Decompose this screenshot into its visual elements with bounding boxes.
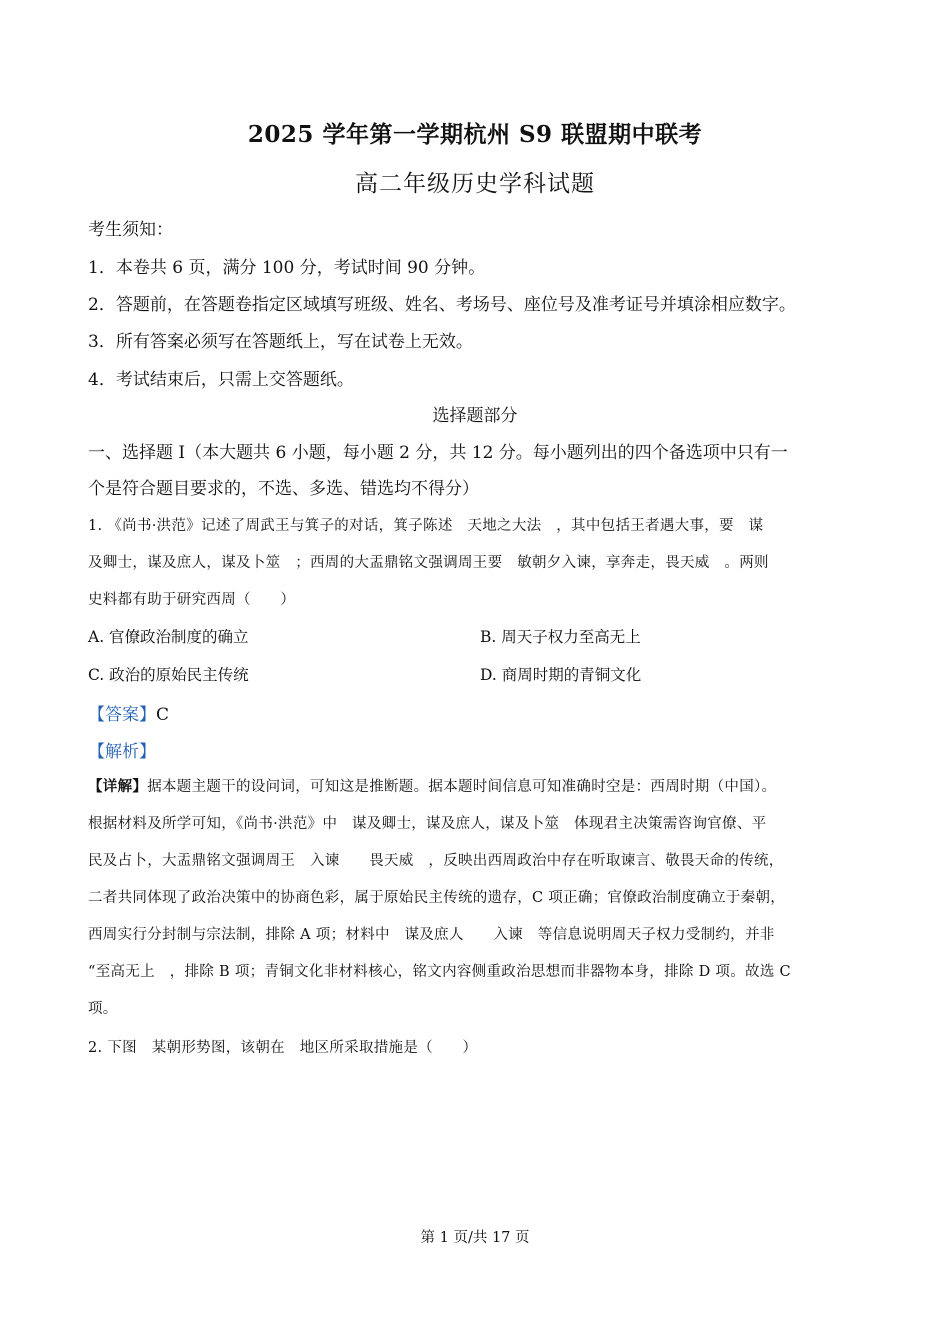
q2-stem: 2. 下图 某朝形势图，该朝在 地区所采取措施是（ ） [88, 1040, 478, 1056]
q1-detail-line-6: “至高无上 ，排除 B 项；青铜文化非材料核心，铭文内容侧重政治思想而非器物本身，排除 D 项。故选 C [88, 964, 791, 980]
section-instruction-line-2: 个是符合题目要求的，不选、多选、错选均不得分） [88, 479, 479, 499]
exam-subtitle: 高二年级历史学科试题 [355, 171, 595, 197]
notice-item-4: 4．考试结束后，只需上交答题纸。 [88, 370, 354, 390]
notice-item-3: 3．所有答案必须写在答题纸上，写在试卷上无效。 [88, 332, 473, 352]
page-footer: 第 1 页/共 17 页 [420, 1230, 530, 1246]
q1-option-b: B. 周天子权力至高无上 [480, 628, 641, 646]
analysis-label: 【解析】 [88, 742, 156, 762]
section-instruction-line-1: 一、选择题 I（本大题共 6 小题，每小题 2 分，共 12 分。每小题列出的四个备选项中只有一 [88, 443, 788, 463]
q1-stem-line-2: 及卿士，谋及庶人，谋及卜筮 ；西周的大盂鼎铭文强调周王要 敏朝夕入谏，享奔走，畏天威 。两则 [88, 555, 769, 571]
q1-detail-line-3: 民及占卜，大盂鼎铭文强调周王 入谏 畏天威 ，反映出西周政治中存在听取谏言、敬畏天命的传统， [88, 853, 784, 869]
section-title: 选择题部分 [432, 406, 518, 426]
answer-value: C [156, 705, 170, 725]
notice-heading: 考生须知： [88, 220, 173, 240]
q1-option-a: A. 官僚政治制度的确立 [88, 628, 249, 646]
exam-title: 2025 学年第一学期杭州 S9 联盟期中联考 [247, 121, 703, 148]
q1-detail-line-1 [88, 775, 776, 796]
notice-item-2: 2．答题前，在答题卷指定区域填写班级、姓名、考场号、座位号及准考证号并填涂相应数字。 [88, 295, 796, 315]
q1-detail-line-2: 根据材料及所学可知，《尚书·洪范》中 谋及卿士，谋及庶人，谋及卜筮 体现君主决策需咨询官僚、平 [88, 816, 767, 832]
q1-detail-line-5: 西周实行分封制与宗法制，排除 A 项；材料中 谋及庶人 入谏 等信息说明周天子权力受制约，并非 [88, 927, 775, 943]
q1-answer [88, 700, 169, 725]
q1-detail-line-4: 二者共同体现了政治决策中的协商色彩，属于原始民主传统的遗存，C 项正确；官僚政治制度确立于秦朝， [88, 890, 786, 906]
q1-stem-line-1: 1. 《尚书·洪范》记述了周武王与箕子的对话，箕子陈述 天地之大法 ，其中包括王者遇大事，要 谋 [88, 518, 764, 534]
detail-text-1: 据本题主题干的设问词，可知这是推断题。据本题时间信息可知准确时空是：西周时期（中国）。 [147, 779, 777, 795]
q1-stem-line-3: 史料都有助于研究西周（ ） [88, 592, 296, 608]
q1-detail-line-7: 项。 [88, 1001, 118, 1017]
detail-label: 【详解】 [88, 778, 148, 795]
notice-item-1: 1．本卷共 6 页，满分 100 分，考试时间 90 分钟。 [88, 258, 486, 278]
q1-option-c: C. 政治的原始民主传统 [88, 666, 249, 684]
q1-option-d: D. 商周时期的青铜文化 [480, 666, 642, 684]
answer-label: 【答案】 [88, 705, 156, 725]
